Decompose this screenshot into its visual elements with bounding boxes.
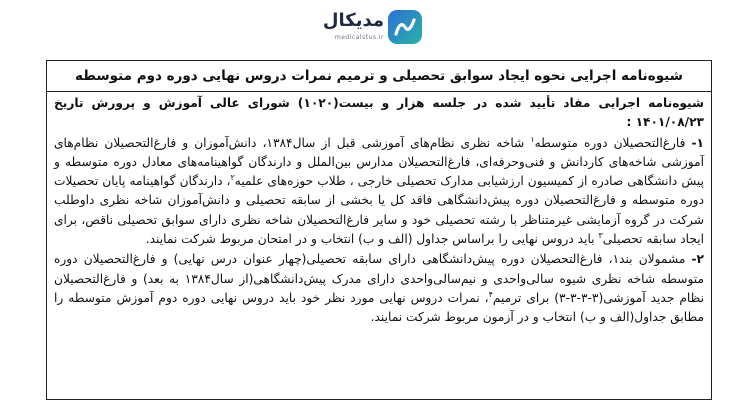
item-text: ، دارندگان گواهینامه پایان تحصیلات دوره متوسطه و فارغ‌التحصیلان دوره پیش‌دانشگاهی فاقد کل یا بخشی از سابقه تحصیلی و دانش‌آموزان شاخه نظری داوطلب شرکت در گروه آزمایشی غیرمتناظر با رشته تحصیلی خود و سایر فارغ‌التحصیلان شاخه نظری دارای سوابق تحصیلی ناقص، برای ایجاد سابقه تحصیلی <box>54 174 704 247</box>
footnote-marker[interactable]: ۲ <box>230 173 235 183</box>
item-number: ۲- <box>691 252 704 267</box>
item-text: فارغ‌التحصیلان دوره متوسطه <box>534 135 692 150</box>
document-title: شیوه‌نامه اجرایی نحوه ایجاد سوابق تحصیلی و ترمیم نمرات دروس نهایی دوره دوم متوسطه <box>47 61 711 92</box>
brand-logo[interactable] <box>304 8 434 48</box>
list-item <box>54 134 704 250</box>
document-intro: شیوه‌نامه اجرایی مفاد تأیید شده در جلسه هزار و بیست(۱۰۲۰) شورای عالی آموزش و پرورش تاریخ ۱۴۰۱/۰۸/۲۳ : <box>54 96 705 130</box>
brand-domain: medicalstus.ir <box>334 34 384 41</box>
brand-name: مدیکال <box>322 10 384 31</box>
footnote-marker[interactable]: ۴ <box>488 289 493 299</box>
item-text: ، نمرات دروس نهایی مورد نظر خود باید دروس نهایی دوره دوم آموزش متوسطه را مطابق جداول(الف و ب) انتخاب و در آزمون مربوط شرکت نمایند. <box>54 290 704 325</box>
footnote-marker[interactable]: ۳ <box>598 231 603 241</box>
item-number: ۱- <box>691 135 704 150</box>
item-text: باید دروس نهایی را براساس جداول (الف و ب) انتخاب و در امتحان مربوط شرکت نمایند. <box>145 232 599 247</box>
list-item <box>54 250 704 327</box>
item-text: شاخه نظری نظام‌های آموزشی قبل از سال۱۳۸۴، دانش‌آموزان و فارغ‌التحصیلان نظام‌های آموزشی شاخه‌های کاردانش و فنی‌وحرفه‌ای، فارغ‌التحصیلان مدارس بین‌الملل و دارندگان گواهینامه‌های معادل دوره متوسطه و پیش دانشگاهی صادره از کمیسیون ارزشیابی مدارک تحصیلی خارجی ، طلاب حوزه‌های علمیه <box>54 135 704 189</box>
footnote-marker[interactable]: ۱ <box>530 134 535 144</box>
item-text: مشمولان بند۱، فارغ‌التحصیلان دوره پیش‌دانشگاهی دارای سابقه تحصیلی(چهار عنوان درس نهایی) و فارغ‌التحصیلان دوره متوسطه شاخه نظری شیوه سالی‌واحدی و نیم‌سالی‌واحدی دارای مدرک پیش‌دانشگاهی(از سال۱۳۸۴ به بعد) و فارغ‌التحصیلان نظام جدید آموزشی(۳-۳-۳-۳) برای ترمیم <box>54 252 704 305</box>
document-frame <box>46 60 712 400</box>
brand-mark-icon <box>388 10 422 44</box>
document-body <box>47 92 711 328</box>
